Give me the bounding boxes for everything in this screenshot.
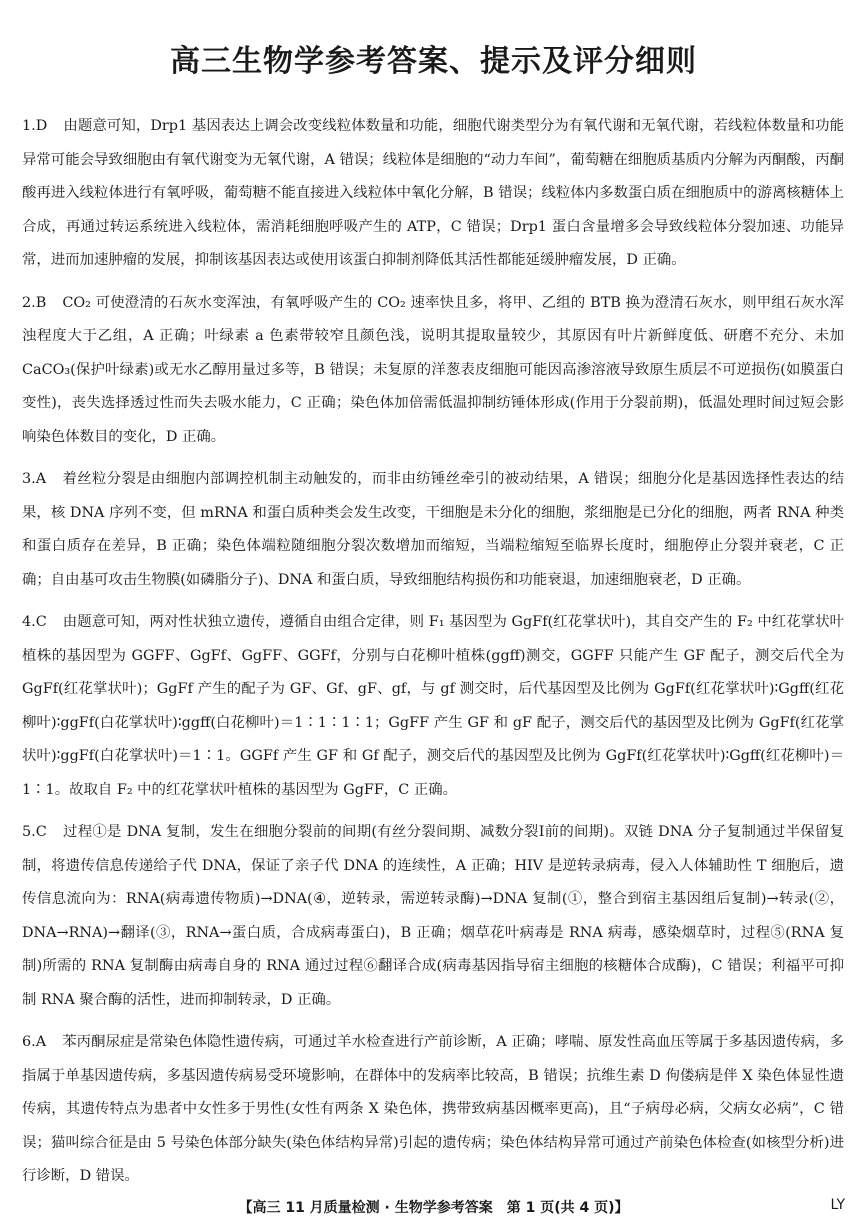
item-explanation: CO₂ 可使澄清的石灰水变浑浊，有氧呼吸产生的 CO₂ 速率快且多，将甲、乙组的 BTB 换为澄清石灰水，则甲组石灰水浑浊程度大于乙组，A 正确；叶绿素 a 色素带较窄且颜色浅，说明其提取量较少，其原因有叶片新鲜度低、研磨不充分、未加 CaCO₃(保护叶绿素)或无水乙醇用量过多等，B 错误；未复原的洋葱表皮细胞可能因高渗溶液导致原生质层不可逆损伤(如膜蛋白变性)，丧失选择透过性而失去吸水能力，C 正确；染色体加倍需低温抑制纺锤体形成(作用于分裂前期)，低温处理时间过短会影响染色体数目的变化，D 正确。: [22, 294, 844, 445]
page-footer: 【高三 11 月质量检测 · 生物学参考答案 第 1 页(共 4 页)】: [238, 1200, 629, 1216]
item-number: 5.: [22, 824, 36, 840]
answer-item: [22, 463, 844, 597]
item-number: 3.: [22, 471, 36, 487]
document-title: 高三生物学参考答案、提示及评分细则: [170, 44, 697, 79]
item-answer: C: [35, 824, 47, 840]
item-explanation: 苯丙酮尿症是常染色体隐性遗传病，可通过羊水检查进行产前诊断，A 正确；哮喘、原发性高血压等属于多基因遗传病，多指属于单基因遗传病，多基因遗传病易受环境影响，在群体中的发病率比较高，B 错误；抗维生素 D 佝偻病是伴 X 染色体显性遗传病，其遗传特点为患者中女性多于男性(女性有两条 X 染色体，携带致病基因概率更高)，且“子病母必病，父病女必病”，C 错误；猫叫综合征是由 5 号染色体部分缺失(染色体结构异常)引起的遗传病；染色体结构异常可通过产前染色体检查(如核型分析)进行诊断，D 错误。: [22, 1034, 844, 1184]
item-number: 6.: [22, 1034, 36, 1050]
item-answer: D: [35, 118, 48, 134]
answer-item: [22, 1026, 844, 1194]
item-answer: A: [35, 471, 47, 487]
item-number: 1.: [22, 118, 36, 134]
item-answer: C: [35, 614, 47, 630]
item-explanation: 过程①是 DNA 复制，发生在细胞分裂前的间期(有丝分裂间期、减数分裂Ⅰ前的间期)。双链 DNA 分子复制通过半保留复制，将遗传信息传递给子代 DNA，保证了亲子代 DNA 的连续性，A 正确；HIV 是逆转录病毒，侵入人体辅助性 T 细胞后，遗传信息流向为：RNA(病毒遗传物质)→DNA(④，逆转录，需逆转录酶)→DNA 复制(①，整合到宿主基因组后复制)→转录(②，DNA→RNA)→翻译(③，RNA→蛋白质，合成病毒蛋白)，B 正确；烟草花叶病毒是 RNA 病毒，感染烟草时，过程⑤(RNA 复制)所需的 RNA 复制酶由病毒自身的 RNA 通过过程⑥翻译合成(病毒基因指导宿主细胞的核糖体合成酶)，C 错误；利福平可抑制 RNA 聚合酶的活性，进而抑制转录，D 正确。: [22, 824, 844, 1008]
item-number: 2.: [22, 294, 36, 311]
item-explanation: 着丝粒分裂是由细胞内部调控机制主动触发的，而非由纺锤丝牵引的被动结果，A 错误；细胞分化是基因选择性表达的结果，核 DNA 序列不变，但 mRNA 和蛋白质种类会发生改变，干细胞是未分化的细胞，浆细胞是已分化的细胞，两者 RNA 种类和蛋白质存在差异，B 正确；染色体端粒随细胞分裂次数增加而缩短，当端粒缩短至临界长度时，细胞停止分裂并衰老，C 正确；自由基可攻击生物膜(如磷脂分子)、DNA 和蛋白质，导致细胞结构损伤和功能衰退，加速细胞衰老，D 正确。: [22, 471, 844, 588]
item-explanation: 由题意可知，Drp1 基因表达上调会改变线粒体数量和功能，细胞代谢类型分为有氧代谢和无氧代谢，若线粒体数量和功能异常可能会导致细胞由有氧代谢变为无氧代谢，A 错误；线粒体是细胞的“动力车间”，葡萄糖在细胞质基质内分解为丙酮酸，丙酮酸再进入线粒体进行有氧呼吸，葡萄糖不能直接进入线粒体中氧化分解，B 错误；线粒体内多数蛋白质在细胞质中的游离核糖体上合成，再通过转运系统进入线粒体，需消耗细胞呼吸产生的 ATP，C 错误；Drp1 蛋白含量增多会导致线粒体分裂加速、功能异常，进而加速肿瘤的发展，抑制该基因表达或使用该蛋白抑制剂降低其活性都能延缓肿瘤发展，D 正确。: [22, 118, 844, 268]
item-answer: B: [35, 294, 47, 311]
item-number: 4.: [22, 614, 36, 630]
footer-code: LY: [830, 1197, 845, 1213]
item-explanation: 由题意可知，两对性状独立遗传，遵循自由组合定律，则 F₁ 基因型为 GgFf(红花掌状叶)，其自交产生的 F₂ 中红花掌状叶植株的基因型为 GGFF、GgFf、GgFF、GGFf，分别与白花柳叶植株(ggff)测交，GGFF 只能产生 GF 配子，测交后代全为 GgFf(红花掌状叶)；GgFf 产生的配子为 GF、Gf、gF、gf，与 gf 测交时，后代基因型及比例为 GgFf(红花掌状叶)∶Ggff(红花柳叶)∶ggFf(白花掌状叶)∶ggff(白花柳叶)＝1∶1∶1∶1；GgFF 产生 GF 和 gF 配子，测交后代的基因型及比例为 GgFf(红花掌状叶)∶ggFf(白花掌状叶)＝1∶1。GGFf 产生 GF 和 Gf 配子，测交后代的基因型及比例为 GgFf(红花掌状叶)∶Ggff(红花柳叶)＝1∶1。故取自 F₂ 中的红花掌状叶植株的基因型为 GgFF，C 正确。: [22, 614, 844, 798]
answer-item: [22, 816, 844, 1017]
answer-item: [22, 110, 844, 278]
answer-item: [22, 287, 844, 455]
answer-item: [22, 606, 844, 807]
item-answer: A: [35, 1034, 47, 1050]
answer-list: [22, 110, 844, 1203]
